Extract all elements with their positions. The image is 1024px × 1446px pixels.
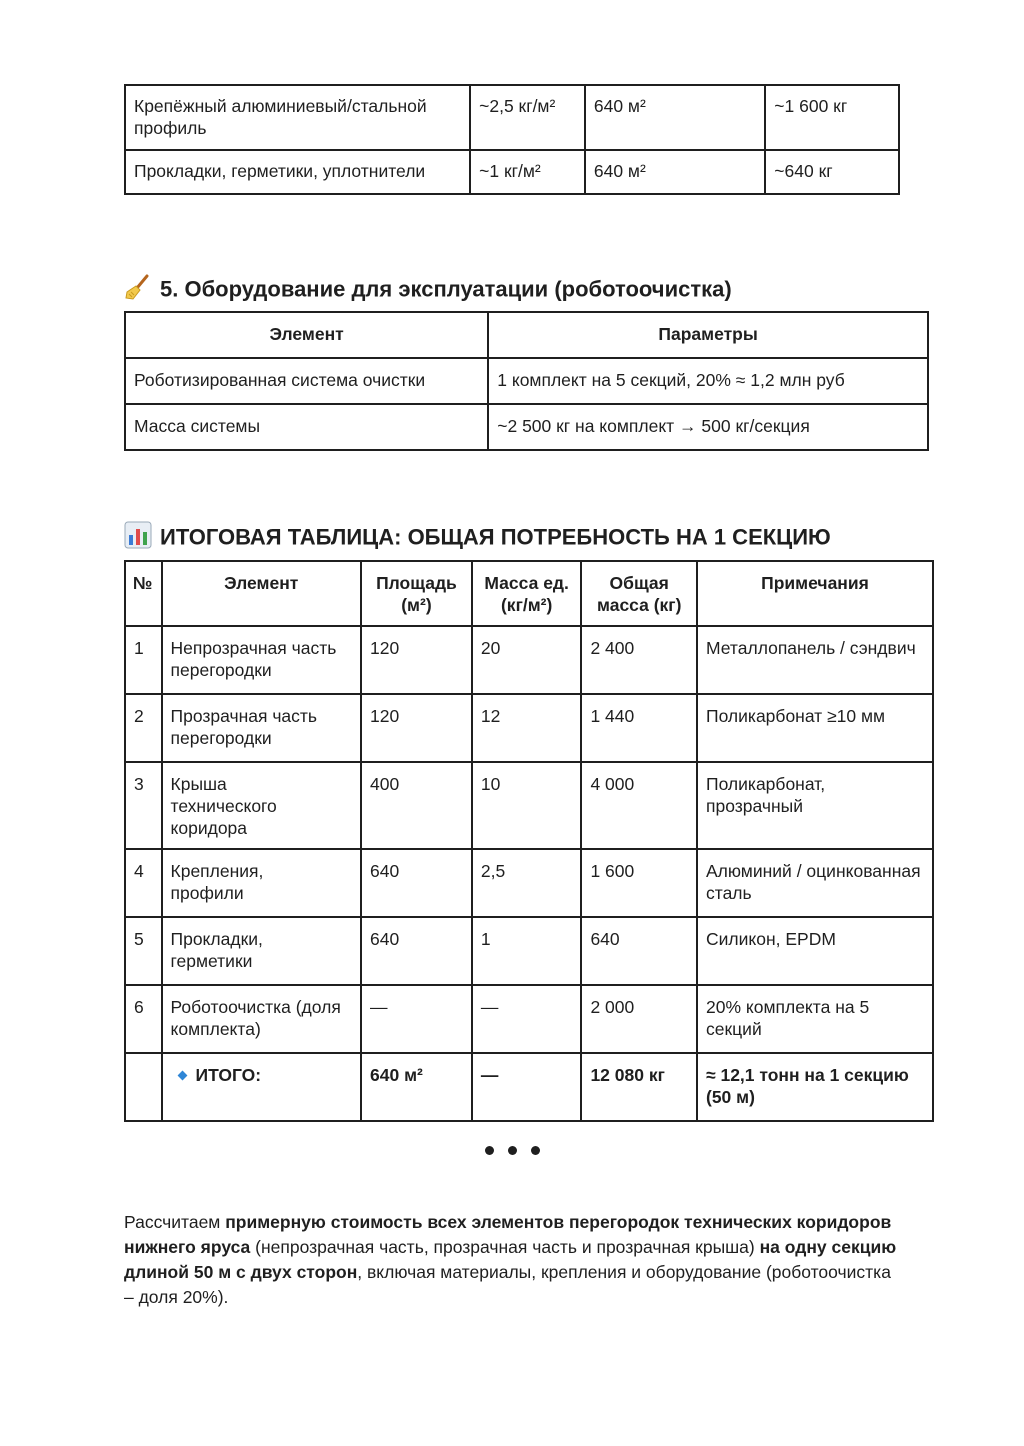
table-row [125, 694, 933, 762]
bold-text: на одну секцию длиной 50 м с двух сторон [124, 1237, 897, 1282]
total-mass-cell: 640 [581, 917, 697, 985]
dot [531, 1146, 540, 1155]
body-paragraph [124, 1210, 904, 1310]
note-cell: Поликарбонат ≥10 мм [697, 694, 933, 762]
table-cell: Крепёжный алюминиевый/стальной профиль [125, 85, 470, 150]
column-header: Масса ед. (кг/м²) [472, 561, 582, 626]
unit-mass-cell: — [472, 985, 582, 1053]
row-number: 3 [125, 762, 162, 849]
diamond-icon [177, 1070, 187, 1080]
table-row [125, 404, 928, 450]
total-row [125, 1053, 933, 1121]
total-mass-cell: 1 440 [581, 694, 697, 762]
column-header: № [125, 561, 162, 626]
table-row [125, 985, 933, 1053]
element-cell: Роботоочистка (доля комплекта) [162, 985, 362, 1053]
table-row [125, 358, 928, 404]
table-cell: ~2 500 кг на комплект → 500 кг/секция [488, 404, 928, 450]
element-cell: Прокладки, герметики [162, 917, 362, 985]
row-number: 5 [125, 917, 162, 985]
broom-icon [124, 273, 152, 308]
section-heading-equipment [124, 273, 732, 308]
text-run: (непрозрачная часть, прозрачная часть и прозрачная крыша) [250, 1237, 760, 1257]
total-note: ≈ 12,1 тонн на 1 секцию (50 м) [697, 1053, 933, 1121]
column-header: Элемент [125, 312, 488, 358]
note-cell: Силикон, EPDM [697, 917, 933, 985]
total-area: 640 м² [361, 1053, 472, 1121]
total-mass: 12 080 кг [581, 1053, 697, 1121]
table-cell: 1 комплект на 5 секций, 20% ≈ 1,2 млн руб [488, 358, 928, 404]
row-number: 2 [125, 694, 162, 762]
table-row [125, 762, 933, 849]
total-mass-cell: 4 000 [581, 762, 697, 849]
table-cell: 640 м² [585, 150, 765, 194]
note-cell: Алюминий / оцинкованная сталь [697, 849, 933, 917]
materials-table-continued [124, 84, 900, 195]
section-heading-summary [124, 521, 831, 556]
unit-mass-cell: 12 [472, 694, 582, 762]
row-number: 1 [125, 626, 162, 694]
area-cell: 640 [361, 849, 472, 917]
total-mass-cell: 2 000 [581, 985, 697, 1053]
element-cell: Крыша технического коридора [162, 762, 362, 849]
unit-mass-cell: 2,5 [472, 849, 582, 917]
column-header: Элемент [162, 561, 362, 626]
note-cell: 20% комплекта на 5 секций [697, 985, 933, 1053]
unit-mass-cell: 20 [472, 626, 582, 694]
section-heading-text: 5. Оборудование для эксплуатации (роботоочистка) [160, 276, 732, 302]
section-heading-text: ИТОГОВАЯ ТАБЛИЦА: ОБЩАЯ ПОТРЕБНОСТЬ НА 1 СЕКЦИЮ [160, 524, 831, 550]
column-header: Общая масса (кг) [581, 561, 697, 626]
total-label-cell [162, 1053, 362, 1121]
ellipsis-separator [0, 1142, 1024, 1160]
table-cell: ~640 кг [765, 150, 899, 194]
row-number [125, 1053, 162, 1121]
table-row [125, 150, 899, 194]
unit-mass-cell: 10 [472, 762, 582, 849]
total-unit-mass: — [472, 1053, 582, 1121]
table-row [125, 626, 933, 694]
bar-chart-icon [124, 521, 152, 556]
table-row [125, 85, 899, 150]
area-cell: 120 [361, 626, 472, 694]
table-cell: Масса системы [125, 404, 488, 450]
note-cell: Металлопанель / сэндвич [697, 626, 933, 694]
table-cell: ~1 кг/м² [470, 150, 585, 194]
row-number: 4 [125, 849, 162, 917]
area-cell: — [361, 985, 472, 1053]
equipment-table [124, 311, 929, 451]
element-cell: Прозрачная часть перегородки [162, 694, 362, 762]
table-header-row [125, 312, 928, 358]
column-header: Площадь (м²) [361, 561, 472, 626]
bold-text: примерную стоимость всех элементов перегородок технических коридоров нижнего яруса [124, 1212, 892, 1257]
total-label: ИТОГО: [195, 1065, 262, 1085]
column-header: Параметры [488, 312, 928, 358]
table-cell: ~2,5 кг/м² [470, 85, 585, 150]
total-mass-cell: 1 600 [581, 849, 697, 917]
table-cell: Прокладки, герметики, уплотнители [125, 150, 470, 194]
summary-table [124, 560, 934, 1122]
text-run: , включая материалы, крепления и оборудование (роботоочистка – доля 20%). [124, 1262, 891, 1307]
table-cell: ~1 600 кг [765, 85, 899, 150]
table-header-row [125, 561, 933, 626]
element-cell: Крепления, профили [162, 849, 362, 917]
text-run: Рассчитаем [124, 1212, 226, 1232]
area-cell: 640 [361, 917, 472, 985]
element-cell: Непрозрачная часть перегородки [162, 626, 362, 694]
area-cell: 400 [361, 762, 472, 849]
table-cell: 640 м² [585, 85, 765, 150]
table-cell: Роботизированная система очистки [125, 358, 488, 404]
dot [508, 1146, 517, 1155]
note-cell: Поликарбонат, прозрачный [697, 762, 933, 849]
unit-mass-cell: 1 [472, 917, 582, 985]
total-mass-cell: 2 400 [581, 626, 697, 694]
area-cell: 120 [361, 694, 472, 762]
row-number: 6 [125, 985, 162, 1053]
table-row [125, 849, 933, 917]
dot [485, 1146, 494, 1155]
table-row [125, 917, 933, 985]
column-header: Примечания [697, 561, 933, 626]
